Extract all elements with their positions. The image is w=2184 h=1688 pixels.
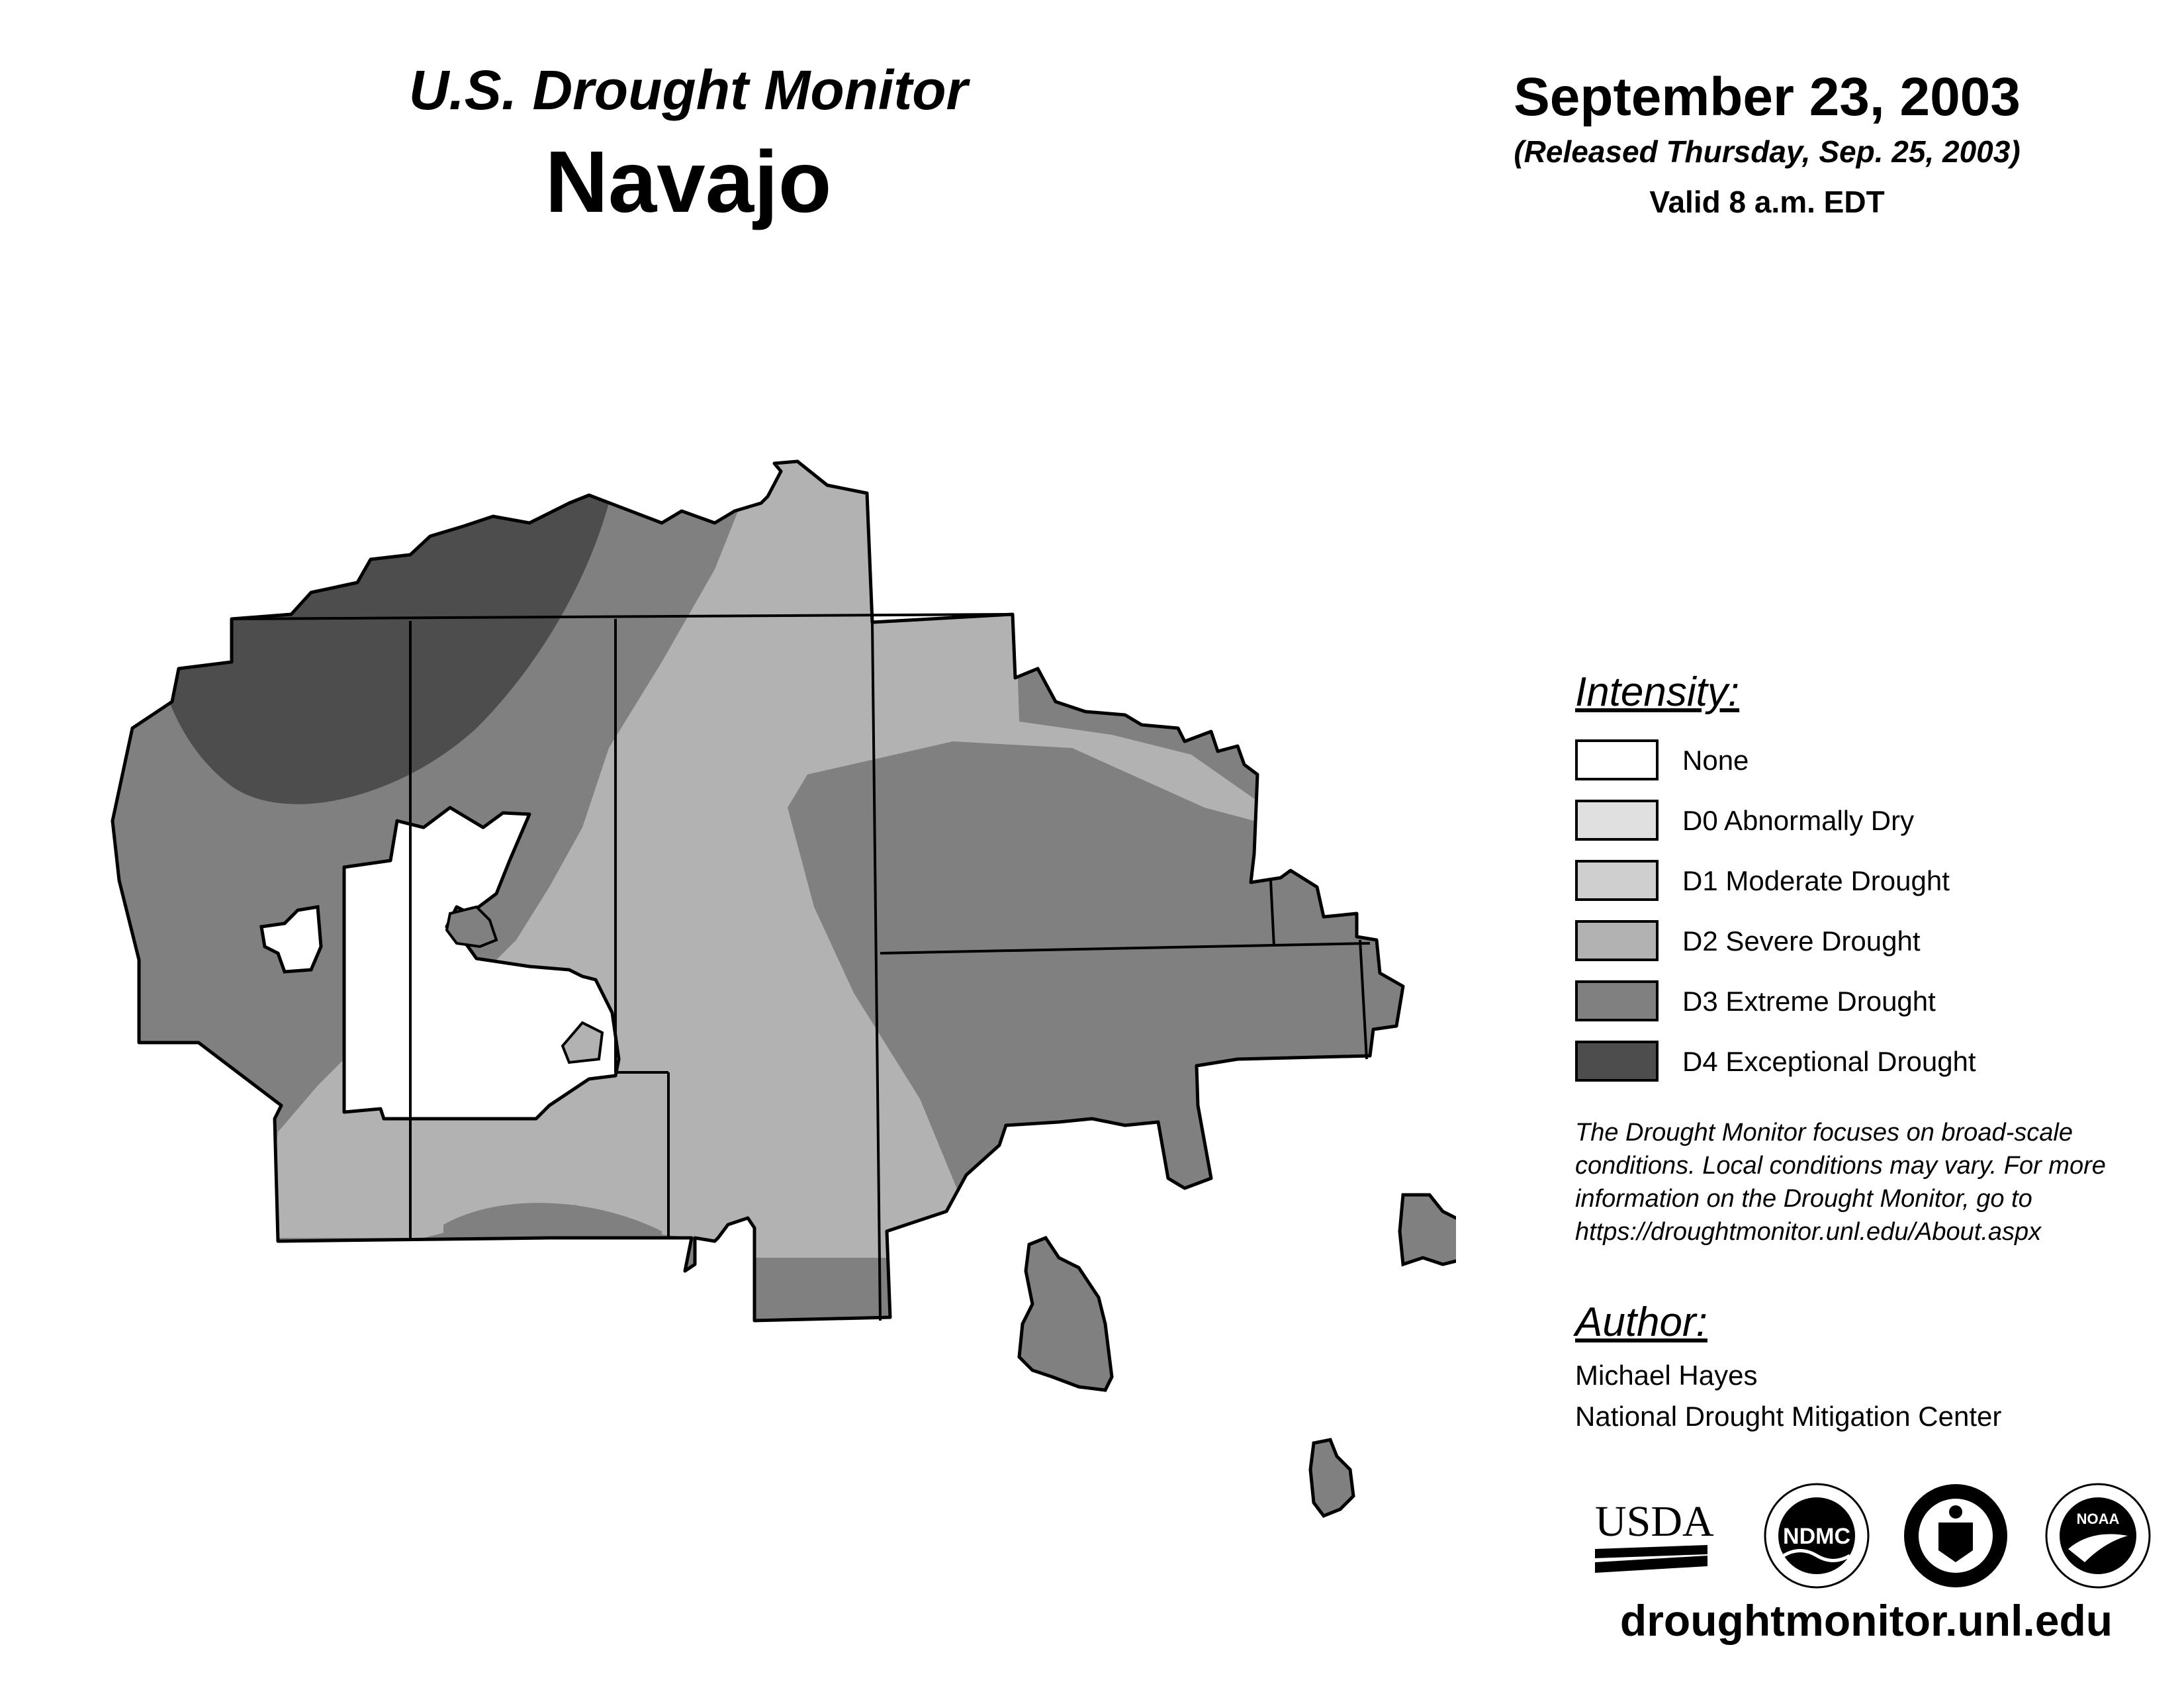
ndmc-logo-icon <box>1765 1484 1868 1587</box>
legend <box>1575 669 2171 1101</box>
legend-swatch-d2 <box>1575 920 1659 961</box>
legend-item <box>1575 800 2171 860</box>
legend-swatch-d4 <box>1575 1041 1659 1082</box>
noaa-logo-icon <box>2046 1484 2150 1587</box>
legend-swatch-d1 <box>1575 860 1659 901</box>
usda-logo-icon <box>1595 1497 1714 1573</box>
island-3 <box>1310 1440 1353 1516</box>
note-line: The Drought Monitor focuses on broad-scale <box>1575 1119 2073 1147</box>
legend-item <box>1575 860 2171 920</box>
legend-heading: Intensity: <box>1575 669 1740 715</box>
legend-swatch-none <box>1575 739 1659 780</box>
note-line: information on the Drought Monitor, go to <box>1575 1185 2032 1213</box>
legend-item <box>1575 1041 2171 1101</box>
legend-swatch-d3 <box>1575 980 1659 1021</box>
product-title: U.S. Drought Monitor <box>408 59 968 121</box>
legend-item <box>1575 980 2171 1041</box>
island-1 <box>1019 1238 1112 1390</box>
region-title: Navajo <box>545 133 832 230</box>
legend-item <box>1575 920 2171 980</box>
island-2 <box>1400 1195 1456 1264</box>
website-link[interactable]: droughtmonitor.unl.edu <box>1619 1596 2113 1645</box>
date-block <box>1443 66 2091 220</box>
author-heading: Author: <box>1575 1299 1707 1345</box>
legend-label: D3 Extreme Drought <box>1682 986 1936 1017</box>
release-date: (Released Thursday, Sep. 25, 2003) <box>1514 134 2021 169</box>
note-link[interactable]: https://droughtmonitor.unl.edu/About.aspx <box>1575 1218 2042 1246</box>
legend-label: D0 Abnormally Dry <box>1682 805 1915 836</box>
author-name: Michael Hayes <box>1575 1360 1758 1391</box>
commerce-seal-icon <box>1904 1484 2007 1587</box>
legend-label: D1 Moderate Drought <box>1682 865 1950 896</box>
ndmc-logo-text: NDMC <box>1783 1524 1850 1549</box>
legend-label: None <box>1682 745 1749 776</box>
author-block <box>1575 1299 2171 1433</box>
valid-time: Valid 8 a.m. EDT <box>1649 185 1885 219</box>
legend-label: D2 Severe Drought <box>1682 925 1921 957</box>
disclaimer-note <box>1575 1116 2171 1248</box>
legend-item <box>1575 739 2171 800</box>
usda-logo-text: USDA <box>1595 1497 1714 1546</box>
note-line: conditions. Local conditions may vary. For more <box>1575 1152 2106 1180</box>
legend-swatch-d0 <box>1575 800 1659 841</box>
legend-label: D4 Exceptional Drought <box>1682 1046 1976 1077</box>
author-organization: National Drought Mitigation Center <box>1575 1401 2002 1432</box>
map-date: September 23, 2003 <box>1514 67 2021 127</box>
noaa-logo-text: NOAA <box>2076 1511 2120 1527</box>
agency-logos <box>1582 1476 2164 1595</box>
